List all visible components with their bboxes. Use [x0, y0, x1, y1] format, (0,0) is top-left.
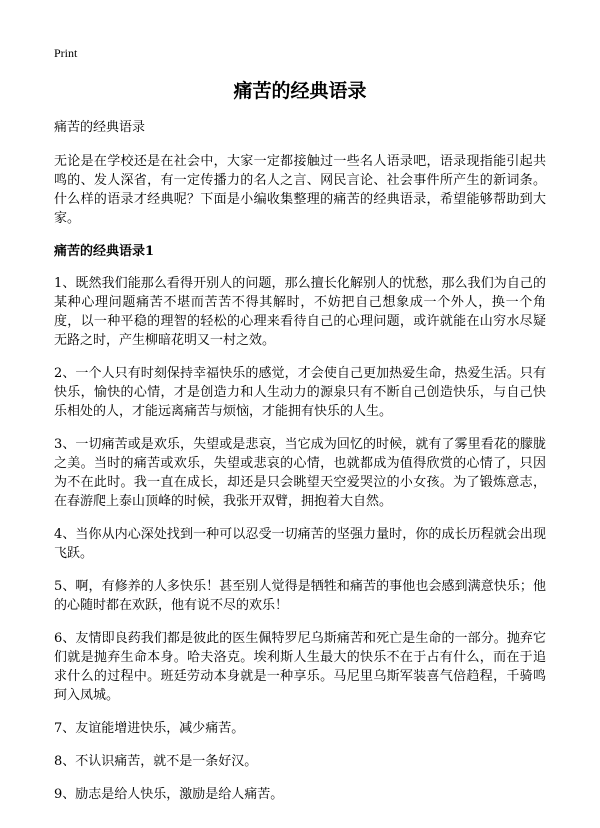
quote-item: 7、友谊能增进快乐，减少痛苦。	[54, 721, 245, 736]
quote-item: 4、当你从内心深处找到一种可以忍受一切痛苦的坚强力量时，你的成长历程就会出现飞跃。	[54, 527, 546, 561]
quote-item: 6、友情即良药我们都是彼此的医生佩特罗尼乌斯痛苦和死亡是生命的一部分。抛弃它们就是抛弃生命本身。哈夫洛克。埃利斯人生最大的快乐不在于占有什么，而在于追求什么的过程中。班廷劳动本身就是一种享乐。马尼里乌斯军装喜气倍趋程，千骑鸣珂入凤城。	[54, 631, 546, 703]
quote-item: 3、一切痛苦或是欢乐，失望或是悲哀，当它成为回忆的时候，就有了雾里看花的朦胧之美。当时的痛苦或欢乐，失望或悲哀的心情，也就都成为值得欣赏的心情了，只因为不在此时。我一直在成长，却还是只会眺望天空爱哭泣的小女孩。为了锻炼意志，在春游爬上泰山顶峰的时候，我张开双臂，拥抱着大自然。	[54, 437, 546, 509]
quote-item: 8、不认识痛苦，就不是一条好汉。	[54, 754, 258, 769]
print-link[interactable]: Print	[54, 46, 78, 60]
quote-item: 9、励志是给人快乐，激励是给人痛苦。	[54, 787, 284, 802]
page-title: 痛苦的经典语录	[233, 80, 367, 102]
article	[54, 78, 546, 818]
section-heading: 痛苦的经典语录1	[54, 244, 155, 259]
quote-item: 5、啊，有修养的人多快乐！甚至别人觉得是牺牲和痛苦的事他也会感到满意快乐；他的心随时都在欢跃，他有说不尽的欢乐！	[54, 579, 546, 613]
quote-item: 2、一个人只有时刻保持幸福快乐的感觉，才会使自己更加热爱生命，热爱生活。只有快乐，愉快的心情，才是创造力和人生动力的源泉只有不断自己创造快乐，与自己快乐相处的人，才能远离痛苦与烦恼，才能拥有快乐的人生。	[54, 366, 546, 419]
quote-item: 1、既然我们能那么看得开别人的问题，那么擅长化解别人的忧愁，那么我们为自己的某种心理问题痛苦不堪而苦苦不得其解时，不妨把自己想象成一个外人，换一个角度，以一种平稳的理智的轻松的心理来看待自己的心理问题，或许就能在山穷水尽疑无路之时，产生柳暗花明又一村之效。	[54, 276, 546, 348]
intro-paragraph: 无论是在学校还是在社会中，大家一定都接触过一些名人语录吧，语录现指能引起共鸣的、发人深省，有一定传播力的名人之言、网民言论、社会事件所产生的新词条。什么样的语录才经典呢？下面是小编收集整理的痛苦的经典语录，希望能够帮助到大家。	[54, 154, 546, 226]
article-subtitle: 痛苦的经典语录	[54, 120, 146, 135]
